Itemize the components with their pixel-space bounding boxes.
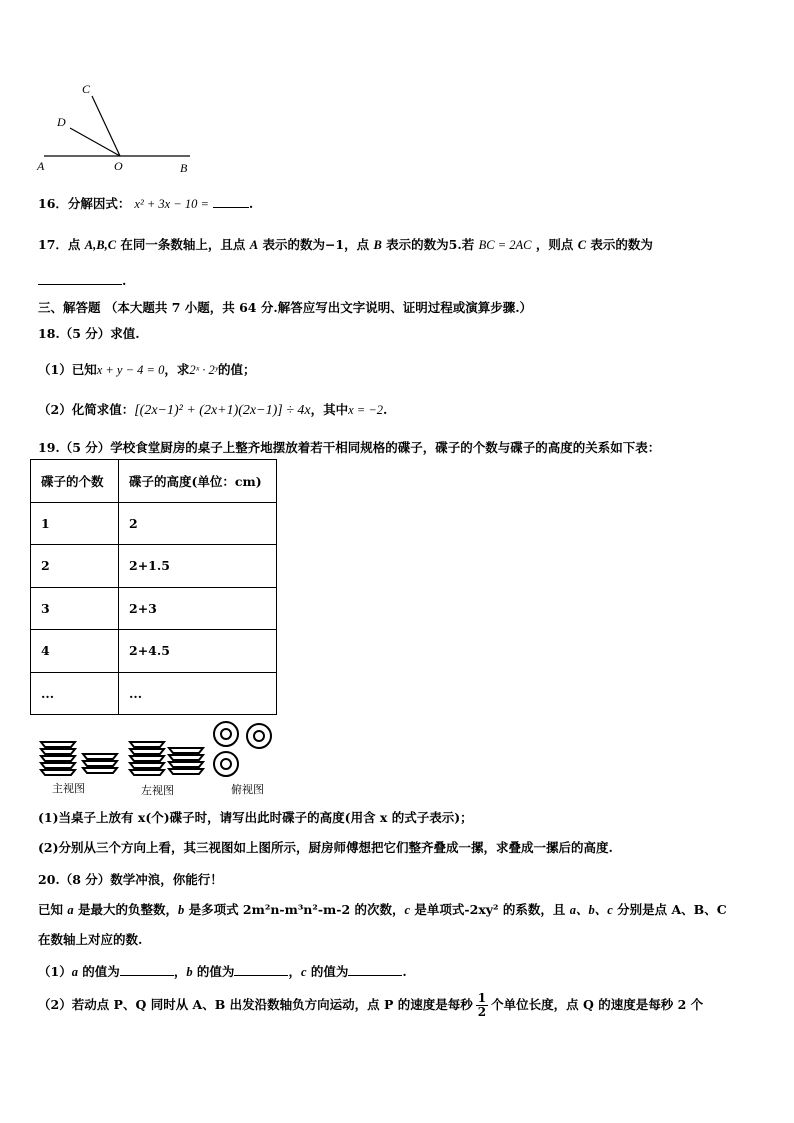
table-cell: 2: [119, 502, 277, 545]
table-cell: ...: [31, 672, 119, 715]
label-D: D: [57, 115, 66, 129]
question-20-line1: 已知 a 是最大的负整数，b 是多项式 2m²n-m³n²-m-2 的次数，c 是单项式-2xy² 的系数，且 a、b、c 分别是点 A、B、C: [38, 902, 727, 917]
table-cell: 1: [31, 502, 119, 545]
question-20-part1: （1）a 的值为 ，b 的值为 ，c 的值为 .: [38, 964, 407, 979]
section-3-heading: 三、解答题 （本大题共 7 小题，共 64 分.解答应写出文字说明、证明过程或演算步骤.）: [38, 300, 533, 315]
q20-b-blank: [234, 963, 288, 976]
front-view-label: 主视图: [52, 782, 85, 795]
question-20-part2: （2）若动点 P、Q 同时从 A、B 出发沿数轴负方向运动，点 P 的速度是每秒 $\frac{1}{2}$ 个单位长度，点 Q 的速度是每秒 2 个: [38, 991, 704, 1019]
question-19-part1: (1)当桌子上放有 x(个)碟子时，请写出此时碟子的高度(用含 x 的式子表示)；: [38, 810, 473, 825]
q16-answer-blank: [213, 195, 249, 208]
question-19-title: 19.（5 分）学校食堂厨房的桌子上整齐地摆放着若干相同规格的碟子，碟子的个数与碟子的高度的关系如下表：: [38, 440, 661, 455]
table-cell: 2+1.5: [119, 545, 277, 588]
table-header-row: [31, 460, 277, 503]
table-cell: ...: [119, 672, 277, 715]
angle-figure: [30, 78, 200, 178]
table-header-cell: 碟子的个数: [31, 460, 119, 503]
q20-c-blank: [348, 963, 402, 976]
question-18-part2: （2）化简求值：[(2x−1)² + (2x+1)(2x−1)] ÷ 4x，其中x = −2.: [38, 402, 388, 418]
q20-a-blank: [120, 963, 174, 976]
top-view-plates: [214, 722, 271, 776]
label-C: C: [82, 82, 91, 96]
label-B: B: [180, 161, 188, 175]
plate-height-table: [30, 459, 277, 715]
question-17-blank-line: .: [38, 272, 126, 288]
table-cell: 2+3: [119, 587, 277, 630]
table-row: [31, 545, 277, 588]
table-cell: 4: [31, 630, 119, 673]
table-cell: 2: [31, 545, 119, 588]
three-views-figure: [38, 720, 288, 780]
table-cell: 3: [31, 587, 119, 630]
question-20-line2: 在数轴上对应的数.: [38, 932, 143, 947]
question-18-part1: （1）已知x + y − 4 = 0，求2ˣ · 2ʸ的值；: [38, 362, 256, 377]
table-cell: 2+4.5: [119, 630, 277, 673]
question-20-title: 20.（8 分）数学冲浪，你能行！: [38, 872, 223, 887]
table-row: [31, 630, 277, 673]
left-view-label: 左视图: [141, 784, 174, 797]
front-view-plates: [41, 742, 117, 775]
table-row: [31, 587, 277, 630]
left-view-plates: [130, 742, 203, 775]
table-row: [31, 672, 277, 715]
table-header-cell: 碟子的高度(单位：cm): [119, 460, 277, 503]
q17-answer-blank: [38, 272, 122, 285]
top-view-label: 俯视图: [231, 783, 264, 796]
question-19-part2: (2)分别从三个方向上看，其三视图如上图所示，厨房师傅想把它们整齐叠成一摞，求叠成一摞后的高度.: [38, 840, 613, 855]
q16-expression: x² + 3x − 10 =: [134, 197, 209, 211]
fraction-one-half: $\frac{1}{2}$: [477, 991, 487, 1019]
table-row: [31, 502, 277, 545]
question-16: 16．分解因式： x² + 3x − 10 = .: [38, 196, 254, 211]
question-18-title: 18.（5 分）求值.: [38, 326, 140, 341]
label-O: O: [114, 159, 123, 173]
label-A: A: [37, 159, 45, 173]
question-17: 17．点 A,B,C 在同一条数轴上，且点 A 表示的数为−1，点 B 表示的数为5.若 BC = 2AC ，则点 C 表示的数为: [38, 237, 653, 252]
